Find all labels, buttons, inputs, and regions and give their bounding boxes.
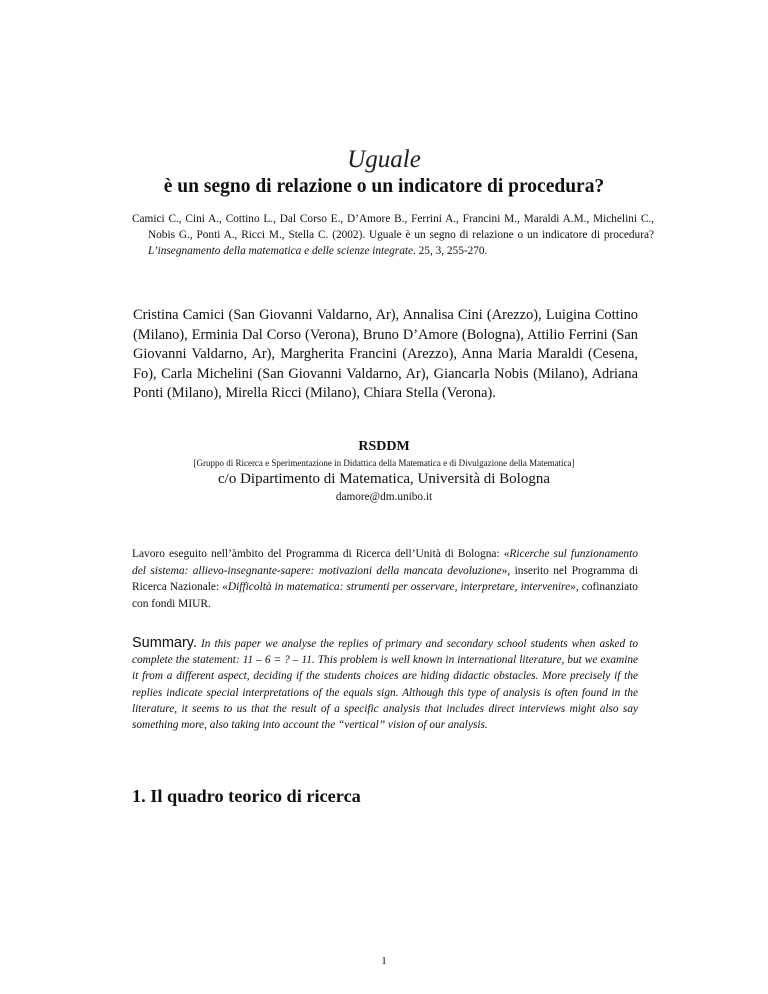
summary xyxy=(132,635,638,733)
funding-text-1: Lavoro eseguito nell’àmbito del Programma di Ricerca dell’Unità di Bologna: « xyxy=(132,548,510,560)
citation-journal: L’insegnamento della matematica e delle scienze integrate xyxy=(148,245,413,257)
citation-volume: . 25, 3, 255-270. xyxy=(413,245,488,257)
author-list: Cristina Camici (San Giovanni Valdarno, Ar), Annalisa Cini (Arezzo), Luigina Cottino (Milano), Erminia Dal Corso (Verona), Bruno D’Amore (Bologna), Attilio Ferrini (San Giovanni Valdarno, Ar), Margherita Francini (Arezzo), Anna Maria Maraldi (Cesena, Fo), Carla Michelini (San Giovanni Valdarno, Ar), Giancarla Nobis (Milano), Adriana Ponti (Milano), Mirella Ricci (Milano), Chiara Stella (Verona). xyxy=(133,307,638,401)
funding-note xyxy=(132,546,638,612)
citation xyxy=(132,211,654,259)
group-full-name: [Gruppo di Ricerca e Sperimentazione in Didattica della Matematica e di Divulgazione della Matematica] xyxy=(193,458,575,468)
contact-email: damore@dm.unibo.it xyxy=(335,491,433,503)
summary-text: In this paper we analyse the replies of primary and secondary school students when asked to complete the statement: 11 – 6 = ? – 11. This problem is well known in international literature, but we examine it from a different aspect, deciding if the students choices are hiding didactic obstacles. More precisely if the replies indicate special interpretations of the equals sign. Although this type of analysis is often found in the literature, it seems to us that the result of a specific analysis that includes direct interviews might also say something more, also taking into account the “vertical” vision of our analysis. xyxy=(132,638,639,732)
department: c/o Dipartimento di Matematica, Università di Bologna xyxy=(218,471,550,487)
citation-text: Camici C., Cini A., Cottino L., Dal Corso E., D’Amore B., Ferrini A., Francini M., Maraldi A.M., Michelini C., Nobis G., Ponti A., Ricci M., Stella C. (2002). Uguale è un segno di relazione o un indicatore di procedura? xyxy=(132,213,654,241)
paper-title: Uguale xyxy=(347,146,421,173)
paper-subtitle: è un segno di relazione o un indicatore di procedura? xyxy=(163,176,605,197)
summary-label: Summary. xyxy=(132,635,197,651)
funding-text-2: », inserito nel Programma di Ricerca Nazionale: « xyxy=(132,564,638,593)
funding-text-3: », cofinanziato con fondi MIUR. xyxy=(132,581,638,610)
funding-program-local: Ricerche sul funzionamento del sistema: allievo-insegnante-sapere: motivazioni della mancata devoluzione xyxy=(132,548,638,577)
funding-program-national: Difficoltà in matematica: strumenti per osservare, interpretare, intervenire xyxy=(227,581,571,593)
section-heading: 1. Il quadro teorico di ricerca xyxy=(132,786,361,806)
group-acronym: RSDDM xyxy=(358,439,410,454)
page-number: 1 xyxy=(381,955,387,967)
